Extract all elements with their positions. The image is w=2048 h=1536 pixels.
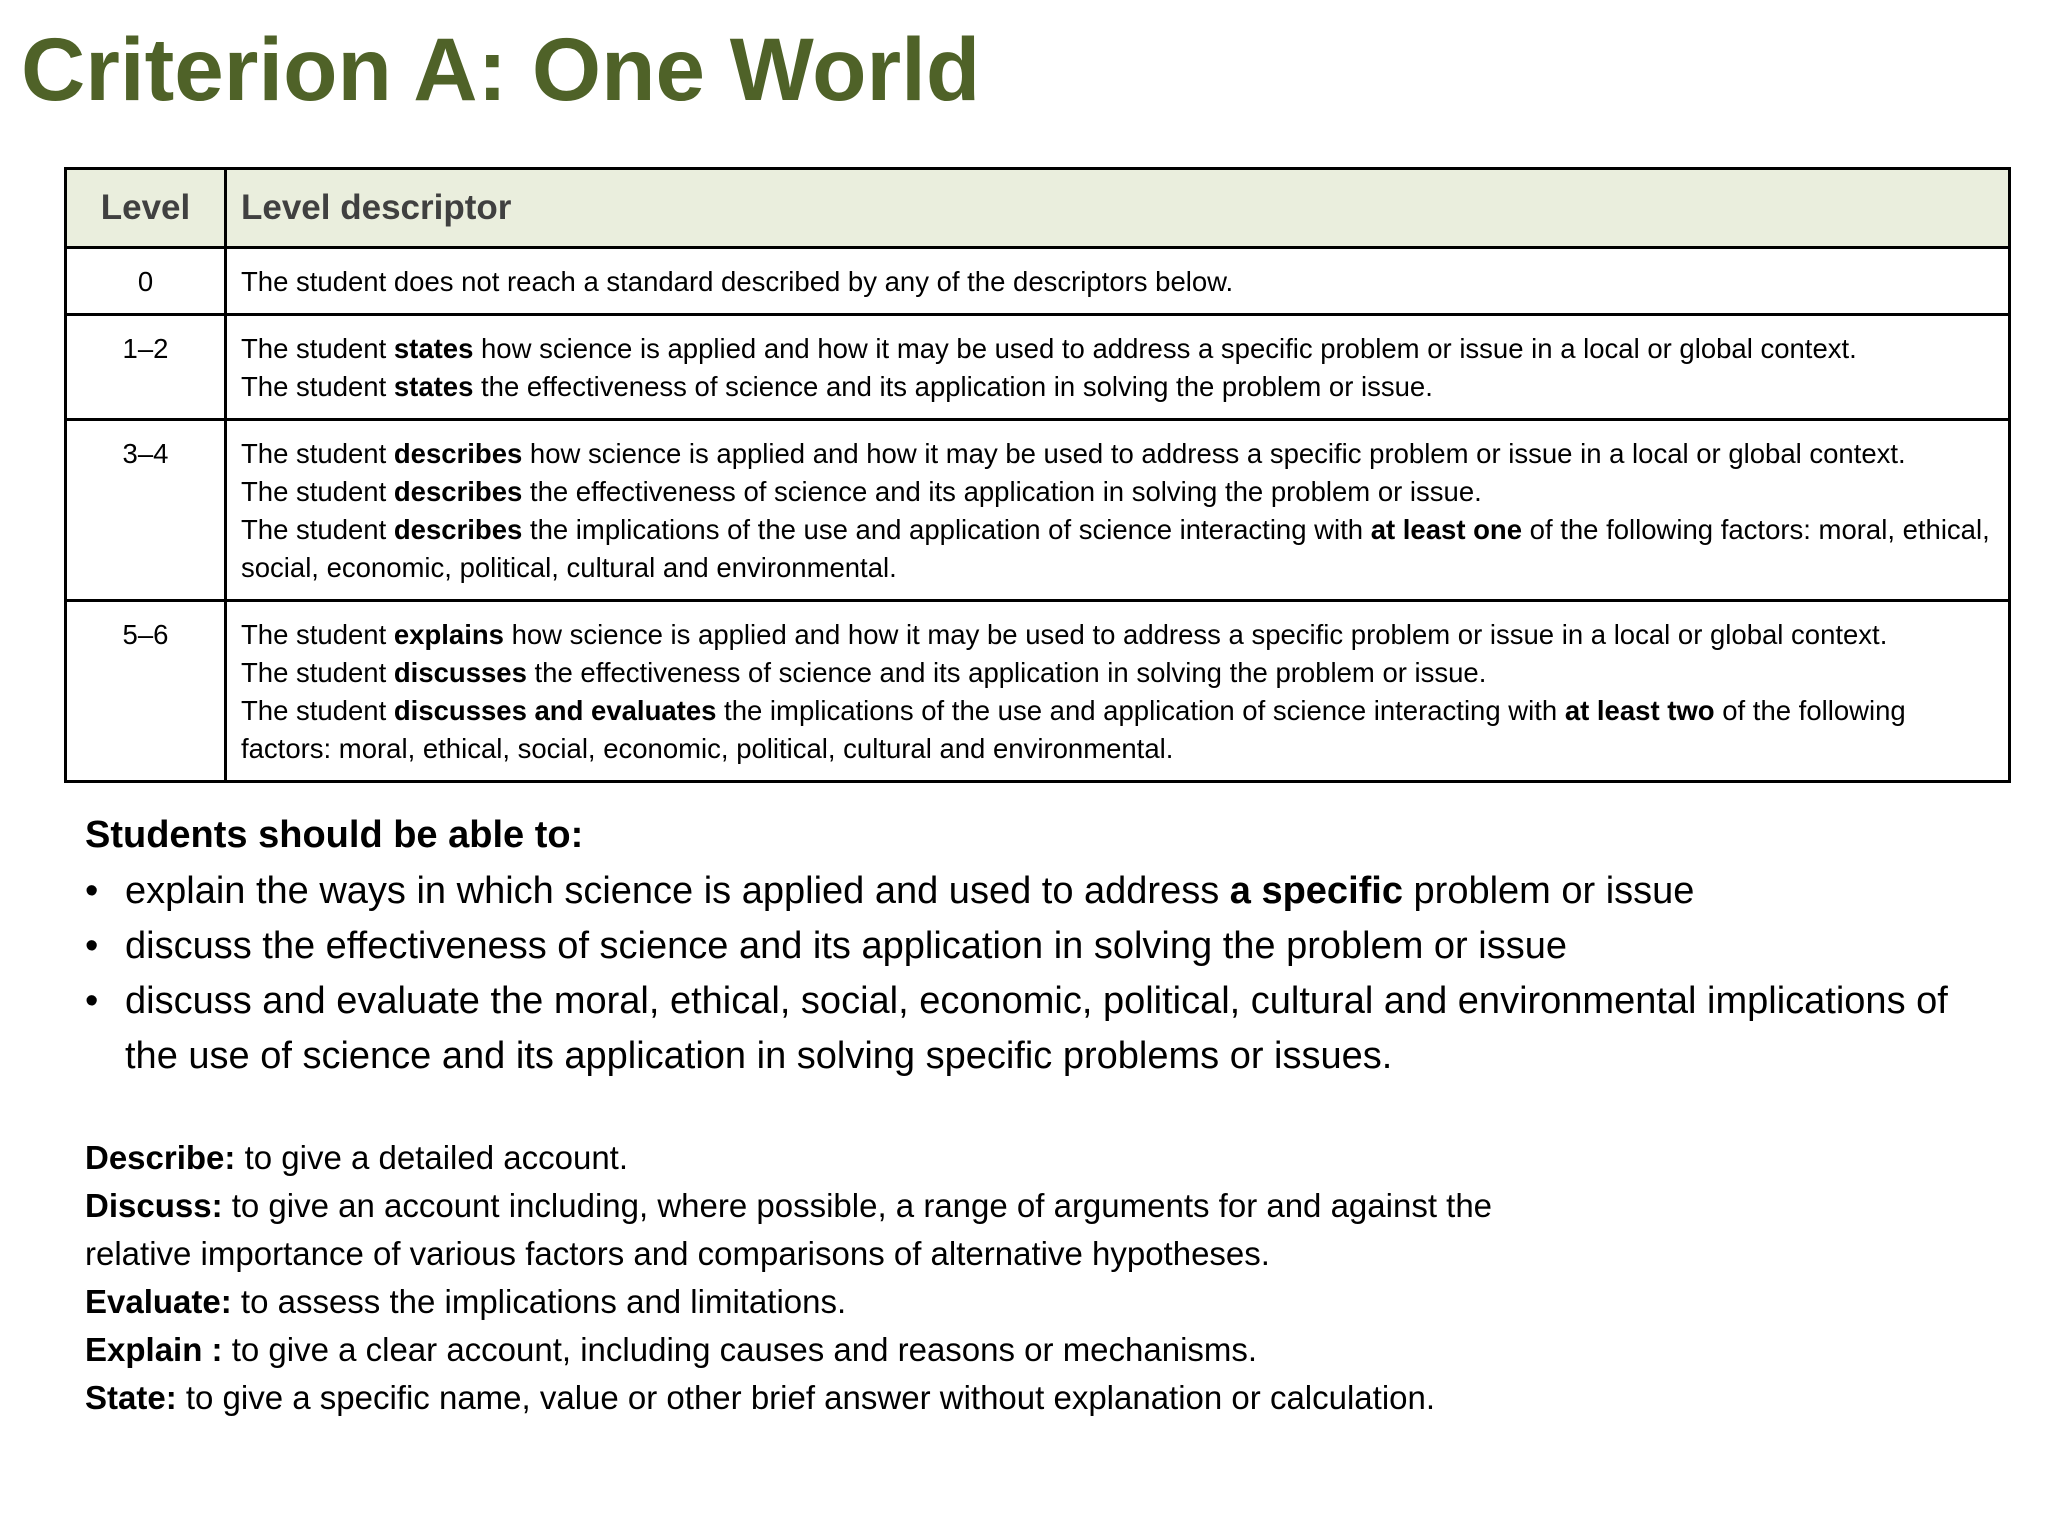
table-row: [66, 315, 2010, 420]
table-header-row: [66, 169, 2010, 248]
descriptor-line: The student does not reach a standard described by any of the descriptors below.: [241, 266, 1234, 297]
command-term: discusses: [393, 657, 527, 688]
definition-term: Describe:: [85, 1139, 236, 1176]
definition-term: Explain :: [85, 1331, 223, 1368]
definition-text: to give a detailed account.: [235, 1139, 629, 1176]
descriptor-line: The student discusses and evaluates the implications of the use and application of science interacting with at least two of the following factors: moral, ethical, social, economic, political, cultural and environmental.: [241, 695, 1906, 764]
descriptor-cell: [226, 420, 2010, 601]
level-column-header: Level: [66, 169, 226, 248]
descriptor-line: The student discusses the effectiveness of science and its application in solving the problem or issue.: [241, 657, 1487, 688]
command-term: describes: [393, 476, 523, 507]
definition-discuss: [85, 1182, 1785, 1230]
descriptor-cell: [226, 315, 2010, 420]
command-term: discusses and evaluates: [393, 695, 717, 726]
page-title: Criterion A: One World: [21, 19, 981, 119]
bullet-icon: •: [85, 980, 99, 1022]
definitions-section: [85, 1134, 1785, 1422]
command-term: states: [393, 371, 474, 402]
command-term: describes: [393, 438, 523, 469]
definition-text: to give an account including, where possible, a range of arguments for and against the: [222, 1187, 1493, 1224]
command-term: describes: [393, 514, 523, 545]
descriptor-line: The student explains how science is applied and how it may be used to address a specific problem or issue in a local or global context.: [241, 619, 1888, 650]
command-term: states: [393, 333, 474, 364]
definition-text: to assess the implications and limitations.: [231, 1283, 847, 1320]
list-item: • explain the ways in which science is applied and used to address a specific problem or issue: [85, 864, 1985, 919]
definition-term: Discuss:: [85, 1187, 223, 1224]
definition-text: to give a specific name, value or other brief answer without explanation or calculation.: [176, 1379, 1436, 1416]
list-item: • discuss and evaluate the moral, ethical, social, economic, political, cultural and environmental implications of the use of science and its application in solving specific problems or issues.: [85, 974, 1985, 1084]
level-cell: 1–2: [66, 315, 226, 420]
definition-term: Evaluate:: [85, 1283, 232, 1320]
definition-evaluate: [85, 1278, 1785, 1326]
definition-term: State:: [85, 1379, 177, 1416]
table-row: [66, 248, 2010, 315]
objectives-list: [85, 864, 1985, 1084]
descriptor-line: The student describes the effectiveness of science and its application in solving the problem or issue.: [241, 476, 1482, 507]
definition-continuation: relative importance of various factors and comparisons of alternative hypotheses.: [85, 1235, 1270, 1272]
descriptor-line: The student describes how science is applied and how it may be used to address a specific problem or issue in a local or global context.: [241, 438, 1906, 469]
level-descriptor-table: [64, 167, 2011, 783]
emphasis-term: a specific: [1229, 870, 1403, 912]
emphasis-term: at least one: [1370, 514, 1523, 545]
level-cell: 5–6: [66, 601, 226, 782]
objectives-heading: Students should be able to:: [85, 814, 584, 856]
level-cell: 3–4: [66, 420, 226, 601]
descriptor-line: The student states the effectiveness of science and its application in solving the problem or issue.: [241, 371, 1433, 402]
descriptor-line: The student describes the implications of the use and application of science interacting with at least one of the following factors: moral, ethical, social, economic, political, cultural and environmental.: [241, 514, 1990, 583]
definition-state: [85, 1374, 1785, 1422]
list-item: • discuss the effectiveness of science and its application in solving the problem or issue: [85, 919, 1985, 974]
table-row: [66, 420, 2010, 601]
emphasis-term: at least two: [1564, 695, 1715, 726]
table-row: [66, 601, 2010, 782]
objectives-section: [85, 808, 1985, 1084]
bullet-icon: •: [85, 925, 99, 967]
descriptor-cell: [226, 248, 2010, 315]
command-term: explains: [393, 619, 504, 650]
bullet-icon: •: [85, 870, 99, 912]
definition-describe: [85, 1134, 1785, 1182]
descriptor-line: The student states how science is applied and how it may be used to address a specific problem or issue in a local or global context.: [241, 333, 1857, 364]
definition-explain: [85, 1326, 1785, 1374]
descriptor-cell: [226, 601, 2010, 782]
definition-text: to give a clear account, including causes and reasons or mechanisms.: [222, 1331, 1258, 1368]
level-cell: 0: [66, 248, 226, 315]
descriptor-column-header: Level descriptor: [226, 169, 2010, 248]
